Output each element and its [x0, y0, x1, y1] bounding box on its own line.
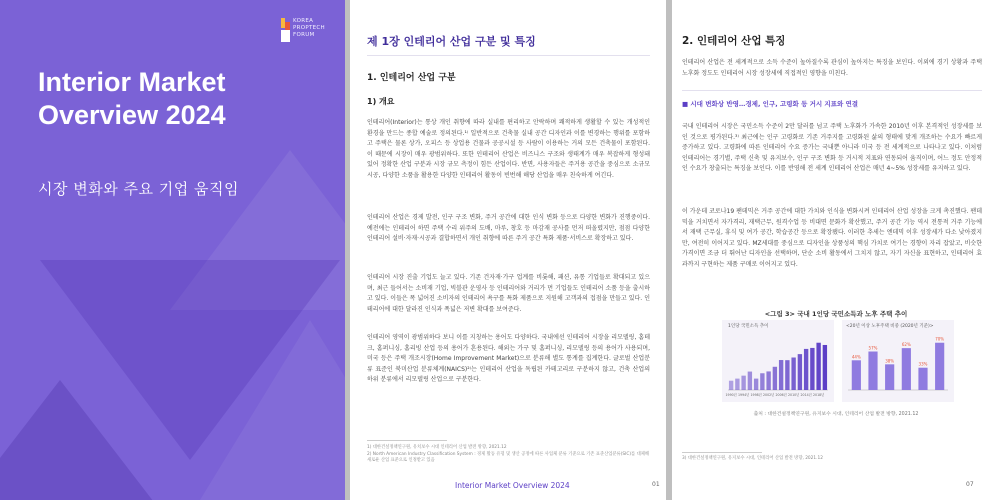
income-chart: [722, 320, 834, 402]
footnote: 1) 대한건설정책연구원, 유치보수 시대 인테리어 산업 발전 방향, 2021.12: [367, 445, 507, 450]
chart-bar: [852, 360, 861, 390]
chart-bar: [741, 376, 745, 390]
chapter-title: 제 1장 인테리어 산업 구분 및 특징: [367, 35, 536, 48]
chart-bar: [885, 364, 894, 390]
divider: [682, 90, 982, 91]
logo-text: KOREA PROPTECH FORUM: [293, 18, 325, 38]
old-housing-chart: [842, 320, 954, 402]
figure-title: <그림 3> 국내 1인당 국민소득과 노후 주택 추이: [764, 310, 908, 318]
divider: [367, 55, 650, 56]
income-chart-svg: [722, 320, 834, 402]
body-paragraph: 이 가운데 코로나19 팬데믹은 거주 공간에 대한 가치와 인식을 변화시켜 인테리어 산업 성장을 크게 촉진했다. 팬데믹을 거치면서 자가격리, 재택근무, 원격수업 등 비대면 문화가 확산했고, 주거 공간 기능 역시 전통적 거주 기능에서 재택 근무실, 휴식 및 여가 공간, 학습공간 등으로 확장됐다. 이러한 추세는 엔데믹 이후 성장세가 다소 낮아졌지만, 여전히 이어지고 있다. MZ세대를 중심으로 디자인을 상품성의 핵심 가치로 여기는 경향이 자리 잡았고, 비슷한 가격이면 조금 더 뛰어난 디자인을 선택하며, 단순 소비 활동에서 그치지 않고, 자기 자신을 표현하고, 인테리어 효과까지 구현하는 제품 구매로 이어지고 있다.: [682, 208, 982, 268]
section-title: 1. 인테리어 산업 구분: [367, 73, 456, 83]
chart-legend: <20년 이상 노후주택 비중 (2020년 기준)>: [846, 324, 934, 329]
tick-label: 2010년: [788, 393, 800, 397]
body-paragraph: 국내 인테리어 시장은 국민소득 수준이 2만 달러를 넘고 주택 노후화가 가속한 2010년 이후 본격적인 성장세를 보인 것으로 평가된다.³⁾ 최근에는 인구 고령화로 기존 거주지를 고령화된 삶의 형태에 맞게 개조하는 수요가 빠르게 증가하고 있다. 고령화에 따른 인테리어 수요 증가는 국내뿐 아니라 미국 등 전 세계적으로 나타나고 있다. 이처럼 인테리어는 경기별, 주택 신축 및 유지보수, 인구 구조 변화 등 거시적 지표와 연동되어 움직이며, 어느 정도 안정적인 수요가 창출되는 특징을 보인다. 이를 반영해 전 세계 인테리어 산업은 매년 4~5% 성장세를 유지하고 있다.: [682, 123, 982, 173]
figure-source: 출처 : 대한건설정책연구원, 유지보수 시대, 인테리어 산업 발전 방향, 2021.12: [753, 412, 919, 417]
chart-bar: [729, 381, 733, 390]
chart-bar: [902, 348, 911, 390]
chart-bar: [816, 343, 820, 390]
subsection-title: 1) 개요: [367, 97, 395, 106]
tick-label: 2006년: [775, 393, 787, 397]
cover-title: Interior Market Overview 2024: [38, 67, 226, 130]
chart-bar: [810, 348, 814, 390]
tick-label: 1994년: [738, 393, 750, 397]
chart-bar: [773, 367, 777, 390]
footnote-divider: [682, 452, 762, 453]
cover-decoration-triangle: [200, 320, 345, 500]
chart-bar: [735, 379, 739, 390]
footnote: 2) North American Industry Classification System : 경제 활동 유형 및 생산 공정에 따른 사업체 분류 기준으로 기존 표준산업분류(SIC)를 대체해 새로운 산업 표준으로 인정받고 있음: [367, 452, 650, 464]
chart-bar: [918, 368, 927, 390]
chart-bar: [779, 360, 783, 390]
document-page-7: [672, 0, 1000, 500]
cover-decoration-triangle: [0, 380, 160, 500]
logo-mark-icon: [281, 18, 290, 42]
chart-bar: [868, 352, 877, 390]
data-label: 44%: [851, 354, 861, 360]
chart-bar: [791, 358, 795, 391]
section-title: 2. 인테리어 산업 특징: [682, 35, 786, 47]
chart-bar: [935, 343, 944, 390]
tick-label: 1990년: [725, 393, 737, 397]
cover-page: [0, 0, 345, 500]
tick-label: 2018년: [813, 393, 825, 397]
body-paragraph: 인테리어 시장 진출 기업도 늘고 있다. 기존 건자재·가구 업계를 비롯해, 패션, 유통 기업들로 확대되고 있으며, 최근 들어서는 소비재 기업, 빅블관 운영사 등 인테리어와 거리가 먼 기업들도 인테리어 소품 등을 출시하고 있다. 이들은 폭 넓어진 소비자의 인테리어 욕구를 특화 제품으로 지원해 고객과의 접점을 만들고 있다. 인테리어에 대한 달라진 인식과 폭넓은 저변 확대를 보여준다.: [367, 274, 650, 313]
forum-logo: [281, 16, 341, 56]
tick-label: 2002년: [763, 393, 775, 397]
page-number: 07: [966, 481, 974, 488]
data-label: 57%: [868, 345, 878, 351]
data-label: 38%: [885, 358, 895, 364]
chart-bar: [798, 354, 802, 390]
chart-bar: [766, 371, 770, 390]
footnote-divider: [367, 440, 447, 441]
data-label: 33%: [918, 361, 928, 367]
chart-bar: [804, 349, 808, 390]
chart-bar: [760, 373, 764, 390]
chart-bar: [754, 379, 758, 390]
old-housing-chart-svg: [842, 320, 954, 402]
body-paragraph: 인테리어(Interior)는 통상 개인 취향에 따라 실내를 편리하고 안락하며 쾌적하게 생활할 수 있는 개성적인 환경을 만드는 종합 예술로 정의된다.¹⁾ 일반적으로 건축물 실내 공간 디자인과 이를 변경하는 행위를 포함하고 주택은 물론 상가, 오피스 등 상업용 건물과 공공시설 등 사람이 이용하는 거의 모든 건축물이 포함된다. 이 때문에 시장이 매우 광범위하다. 또한 인테리어 산업은 비즈니스 구조와 생태계가 매우 복잡하게 형성돼 있어 정확한 산업 구분과 시장 규모 측정이 힘든 산업이다. 반면, 사용자들은 주거용 공간을 중심으로 소규모 시공, 다양한 소품을 활용한 다양한 인테리어 활동이 빈번해 해당 산업을 매우 친숙하게 여긴다.: [367, 119, 650, 179]
body-paragraph: 인테리어 산업은 경제 발전, 인구 구조 변화, 주거 공간에 대한 인식 변화 등으로 다양한 변화가 진행중이다. 예전에는 인테리어 하면 주택 수리 위주의 도배, 마루, 창호 등 마감재 공사를 먼저 떠올렸지만, 점점 다양한 인테리어 설비·자재·시공과 결합하면서 개인 취향에 따른 주거 공간 특화 제품·서비스로 확장하고 있다.: [367, 214, 650, 243]
page-number: 01: [652, 481, 660, 488]
chart-bar: [748, 372, 752, 390]
footnote: 3) 대한건설정책연구원, 유지보수 시대, 인테리어 산업 발전 방향, 2021.12: [682, 456, 823, 461]
intro-paragraph: 인테리어 산업은 전 세계적으로 소득 수준이 높아질수록 관심이 높아지는 특징을 보인다. 이외에 경기 상황과 주택 노후화 정도도 인테리어 시장 성장세에 직접적인 영향을 미친다.: [682, 59, 982, 77]
chart-bar: [785, 360, 789, 390]
tick-label: 2014년: [800, 393, 812, 397]
footer-title: Interior Market Overview 2024: [455, 481, 570, 490]
body-paragraph: 인테리어 영역이 광범위하다 보니 이를 지칭하는 용어도 다양하다. 국내에선 인테리어 시장을 리모델링, 홈테크, 홈퍼니싱, 홈리빙 산업 등의 용어가 혼용된다. 해외는 가구 및 홈퍼니싱, 리모델링 등의 용어가 사용되며, 미국 등은 주택 개조시장(Home Improvement Market)으로 분류해 별도 통계를 집계한다. 글로벌 산업분류 표준인 북미산업 분류체계(NAICS)²⁾는 인테리어 산업을 독립된 카테고리로 구분하지 않고, 건축 산업의 하위 분류에서 리모델링 산업으로 구분한다.: [367, 334, 650, 384]
data-label: 70%: [935, 336, 945, 342]
document-page-1: [350, 0, 666, 500]
bullet-heading: ■ 시대 변화상 반영…경제, 인구, 고령화 등 거시 지표와 연결: [682, 100, 859, 108]
chart-bar: [823, 345, 827, 390]
data-label: 62%: [901, 342, 911, 348]
chart-legend: 1인당 국민소득 추이: [728, 324, 769, 329]
cover-subtitle: 시장 변화와 주요 기업 움직임: [38, 180, 239, 198]
tick-label: 1998년: [750, 393, 762, 397]
